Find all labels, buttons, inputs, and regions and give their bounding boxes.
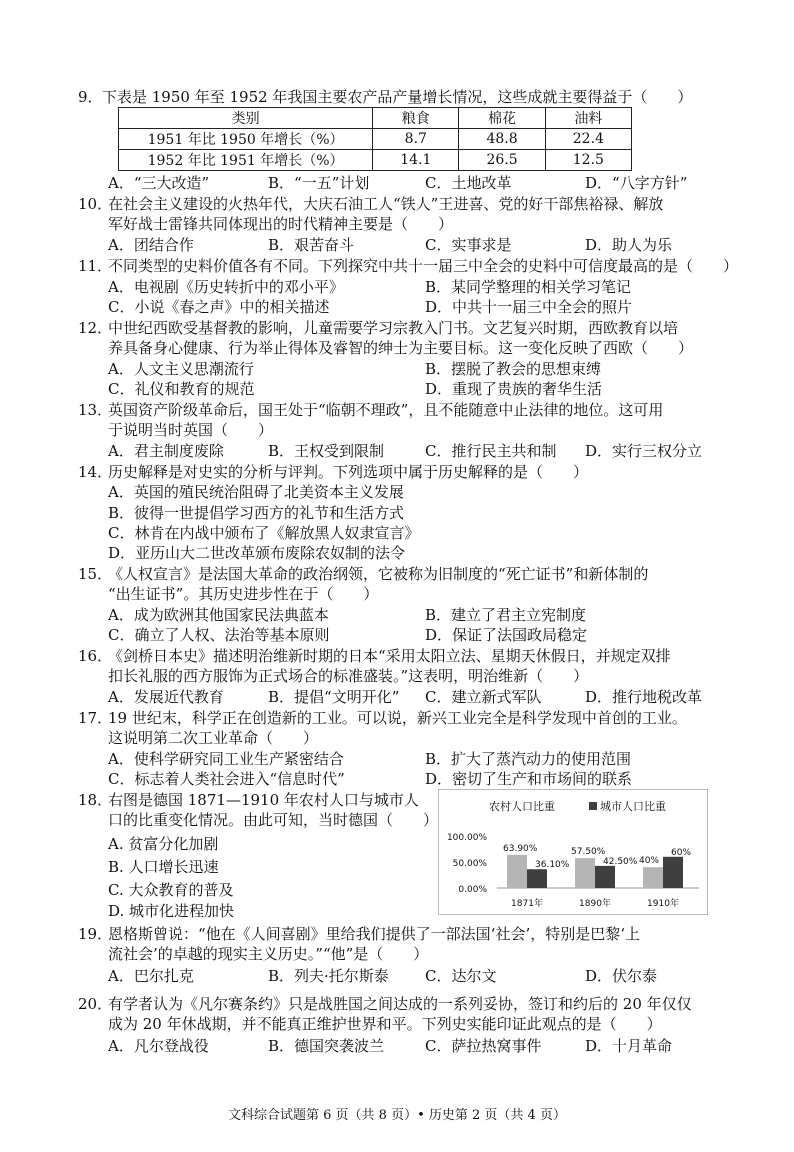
q15-stem-line1: 《人权宣言》是法国大革命的政治纲领，它被称为旧制度的“死亡证书”和新体制的: [108, 565, 649, 583]
q9-stem: 下表是 1950 年至 1952 年我国主要农产品产量增长情况，这些成就主要得益于（ ）: [102, 88, 693, 106]
q17-option-c[interactable]: C．标志着人类社会进入“信息时代”: [108, 770, 345, 788]
data-label: 40%: [639, 856, 660, 867]
table-cell: 1952 年比 1951 年增长（%）: [119, 150, 373, 171]
q17-number: 17．: [78, 709, 113, 727]
q10-number: 10．: [78, 195, 113, 213]
q19-option-d[interactable]: D．伏尔泰: [585, 967, 658, 985]
table-row: [119, 150, 632, 171]
q15-option-a[interactable]: A．成为欧洲其他国家民法典蓝本: [108, 606, 329, 624]
q16-number: 16．: [78, 647, 113, 665]
legend-swatch-urban: [589, 802, 597, 810]
q14-number: 14．: [78, 463, 113, 481]
q12-stem-line1: 中世纪西欧受基督教的影响，儿童需要学习宗教入门书。文艺复兴时期，西欧教育以培: [108, 319, 679, 337]
q17-option-a[interactable]: A．使科学研究同工业生产紧密结合: [108, 750, 344, 768]
bar-rural: [643, 867, 663, 888]
q20-option-b[interactable]: B．德国突袭波兰: [268, 1037, 385, 1055]
q12-stem-line2: 养具备身心健康、行为举止得体及睿智的绅士为主要目标。这一变化反映了西欧（ ）: [108, 339, 694, 357]
population-chart: [438, 789, 708, 915]
q13-option-c[interactable]: C．推行民主共和制: [425, 442, 557, 460]
q19-option-a[interactable]: A．巴尔扎克: [108, 967, 194, 985]
q10-stem-line1: 在社会主义建设的火热年代，大庆石油工人“铁人”王进喜、党的好干部焦裕禄、解放: [108, 195, 664, 213]
q16-option-b[interactable]: B．提倡“文明开化”: [268, 688, 400, 706]
q16-option-c[interactable]: C．建立新式军队: [425, 688, 542, 706]
table-row: [119, 129, 632, 150]
q13-stem-line2: 于说明当时英国（ ）: [108, 421, 274, 439]
q18-option-a[interactable]: A. 贫富分化加剧: [108, 835, 219, 853]
q11-option-b[interactable]: B．某同学整理的相关学习笔记: [425, 278, 632, 296]
x-tick-label: 1890年: [579, 899, 611, 909]
table-cell: 12.5: [545, 150, 631, 171]
q20-stem-line2: 成为 20 年休战期，并不能真正维护世界和平。下列史实能印证此观点的是（ ）: [108, 1015, 662, 1033]
q15-stem-line2: “出生证书”。其历史进步性在于（ ）: [108, 585, 379, 603]
y-tick-label: 50.00%: [452, 859, 487, 869]
q9-option-a[interactable]: A．“三大改造”: [108, 174, 210, 192]
q15-number: 15．: [78, 565, 113, 583]
data-label: 57.50%: [571, 847, 606, 858]
q12-option-d[interactable]: D．重现了贵族的奢华生活: [425, 380, 603, 398]
q14-option-d[interactable]: D．亚历山大二世改革颁布废除农奴制的法令: [108, 544, 406, 562]
q10-stem-line2: 军好战士雷锋共同体现出的时代精神主要是（ ）: [108, 215, 454, 233]
q12-option-c[interactable]: C．礼仪和教育的规范: [108, 380, 255, 398]
q9-table: [118, 107, 632, 171]
table-cell: 1951 年比 1950 年增长（%）: [119, 129, 373, 150]
q18-option-c[interactable]: C. 大众教育的普及: [108, 881, 234, 899]
bar-urban: [663, 857, 683, 888]
q12-number: 12．: [78, 319, 113, 337]
q9-number: 9．: [78, 88, 103, 106]
table-header-grain: 粮食: [373, 108, 459, 129]
q18-stem-line2: 口的比重变化情况。由此可知，当时德国（ ）: [108, 811, 439, 829]
q17-stem-line1: 19 世纪末，科学正在创造新的工业。可以说，新兴工业完全是科学发现中首创的工业。: [108, 709, 687, 727]
bar-rural: [575, 858, 595, 888]
q17-option-b[interactable]: B．扩大了蒸汽动力的使用范围: [425, 750, 632, 768]
q15-option-d[interactable]: D．保证了法国政局稳定: [425, 626, 588, 644]
q18-stem-line1: 右图是德国 1871—1910 年农村人口与城市人: [108, 791, 419, 809]
bar-rural: [507, 855, 527, 888]
bar-urban: [595, 866, 615, 888]
x-tick-label: 1910年: [647, 899, 679, 909]
q11-stem-line1: 不同类型的史料价值各有不同。下列探究中共十一届三中全会的史料中可信度最高的是（ ）: [108, 257, 739, 275]
q11-option-c[interactable]: C．小说《春之声》中的相关描述: [108, 298, 330, 316]
q16-option-a[interactable]: A．发展近代教育: [108, 688, 224, 706]
data-label: 60%: [671, 847, 692, 858]
q17-stem-line2: 这说明第二次工业革命（ ）: [108, 729, 319, 747]
q9-option-d[interactable]: D．“八字方针”: [585, 174, 688, 192]
q10-option-a[interactable]: A．团结合作: [108, 236, 194, 254]
legend-label-urban: 城市人口比重: [600, 800, 666, 813]
q19-stem-line1: 恩格斯曾说：“他在《人间喜剧》里给我们提供了一部法国‘社会’，特别是巴黎‘上: [108, 925, 640, 943]
q9-option-b[interactable]: B．“一五”计划: [268, 174, 370, 192]
q9-option-c[interactable]: C．土地改革: [425, 174, 512, 192]
q18-number: 18．: [78, 791, 113, 809]
q16-option-d[interactable]: D．推行地税改革: [585, 688, 703, 706]
q19-number: 19．: [78, 925, 113, 943]
q14-option-b[interactable]: B．彼得一世提倡学习西方的礼节和生活方式: [108, 504, 405, 522]
page-footer: 文科综合试题第 6 页（共 8 页）• 历史第 2 页（共 4 页）: [228, 1108, 566, 1123]
q13-option-a[interactable]: A．君主制度废除: [108, 442, 224, 460]
q12-option-a[interactable]: A．人文主义思潮流行: [108, 360, 254, 378]
table-header-category: 类别: [119, 108, 373, 129]
table-header-row: [119, 108, 632, 129]
q13-option-d[interactable]: D．实行三权分立: [585, 442, 703, 460]
table-cell: 8.7: [373, 129, 459, 150]
y-tick-label: 0.00%: [458, 885, 487, 895]
data-label: 42.50%: [603, 856, 638, 867]
q19-stem-line2: 流社会’的卓越的现实主义历史。”“他”是（ ）: [108, 945, 429, 963]
q10-option-b[interactable]: B．艰苦奋斗: [268, 236, 355, 254]
q15-option-c[interactable]: C．确立了人权、法治等基本原则: [108, 626, 330, 644]
q20-stem-line1: 有学者认为《凡尔赛条约》只是战胜国之间达成的一系列妥协，签订和约后的 20 年仅仅: [108, 995, 692, 1013]
q13-stem-line1: 英国资产阶级革命后，国王处于“临朝不理政”，且不能随意中止法律的地位。这可用: [108, 401, 664, 419]
q13-number: 13．: [78, 401, 113, 419]
data-label: 36.10%: [535, 860, 570, 871]
q13-option-b[interactable]: B．王权受到限制: [268, 442, 385, 460]
q16-stem-line2: 扣长礼服的西方服饰为正式场合的标准盛装。”这表明，明治维新（ ）: [108, 667, 589, 685]
table-header-cotton: 棉花: [459, 108, 545, 129]
q20-option-a[interactable]: A．凡尔登战役: [108, 1037, 209, 1055]
q11-number: 11．: [78, 257, 113, 275]
q20-number: 20．: [78, 995, 113, 1013]
table-cell: 48.8: [459, 129, 545, 150]
q11-option-d[interactable]: D．中共十一届三中全会的照片: [425, 298, 633, 316]
q18-option-d[interactable]: D. 城市化进程加快: [108, 902, 235, 920]
y-tick-label: 100.00%: [446, 833, 487, 843]
q12-option-b[interactable]: B．摆脱了教会的思想束缚: [425, 360, 602, 378]
q20-option-d[interactable]: D．十月革命: [585, 1037, 673, 1055]
table-cell: 26.5: [459, 150, 545, 171]
table-cell: 14.1: [373, 150, 459, 171]
q15-option-b[interactable]: B．建立了君主立宪制度: [425, 606, 587, 624]
q17-option-d[interactable]: D．密切了生产和市场间的联系: [425, 770, 633, 788]
population-chart-svg: [439, 790, 707, 914]
q16-stem-line1: 《剑桥日本史》描述明治维新时期的日本“采用太阳立法、星期天休假日，并规定双排: [108, 647, 671, 665]
x-tick-label: 1871年: [511, 899, 543, 909]
table-header-oil: 油料: [545, 108, 631, 129]
q19-option-c[interactable]: C．达尔文: [425, 967, 497, 985]
q19-option-b[interactable]: B．列夫·托尔斯泰: [268, 967, 389, 985]
table-cell: 22.4: [545, 129, 631, 150]
bar-urban: [527, 869, 547, 888]
q18-option-b[interactable]: B. 人口增长迅速: [108, 858, 219, 876]
q14-option-c[interactable]: C．林肯在内战中颁布了《解放黑人奴隶宣言》: [108, 524, 420, 542]
q10-option-c[interactable]: C．实事求是: [425, 236, 512, 254]
data-label: 63.90%: [503, 843, 538, 854]
q10-option-d[interactable]: D．助人为乐: [585, 236, 673, 254]
q14-option-a[interactable]: A．英国的殖民统治阻碍了北美资本主义发展: [108, 483, 404, 501]
q20-option-c[interactable]: C．萨拉热窝事件: [425, 1037, 542, 1055]
legend-label-rural: 农村人口比重: [489, 800, 555, 813]
q11-option-a[interactable]: A．电视剧《历史转折中的邓小平》: [108, 278, 344, 296]
q14-stem-line1: 历史解释是对史实的分析与评判。下列选项中属于历史解释的是（ ）: [108, 463, 589, 481]
